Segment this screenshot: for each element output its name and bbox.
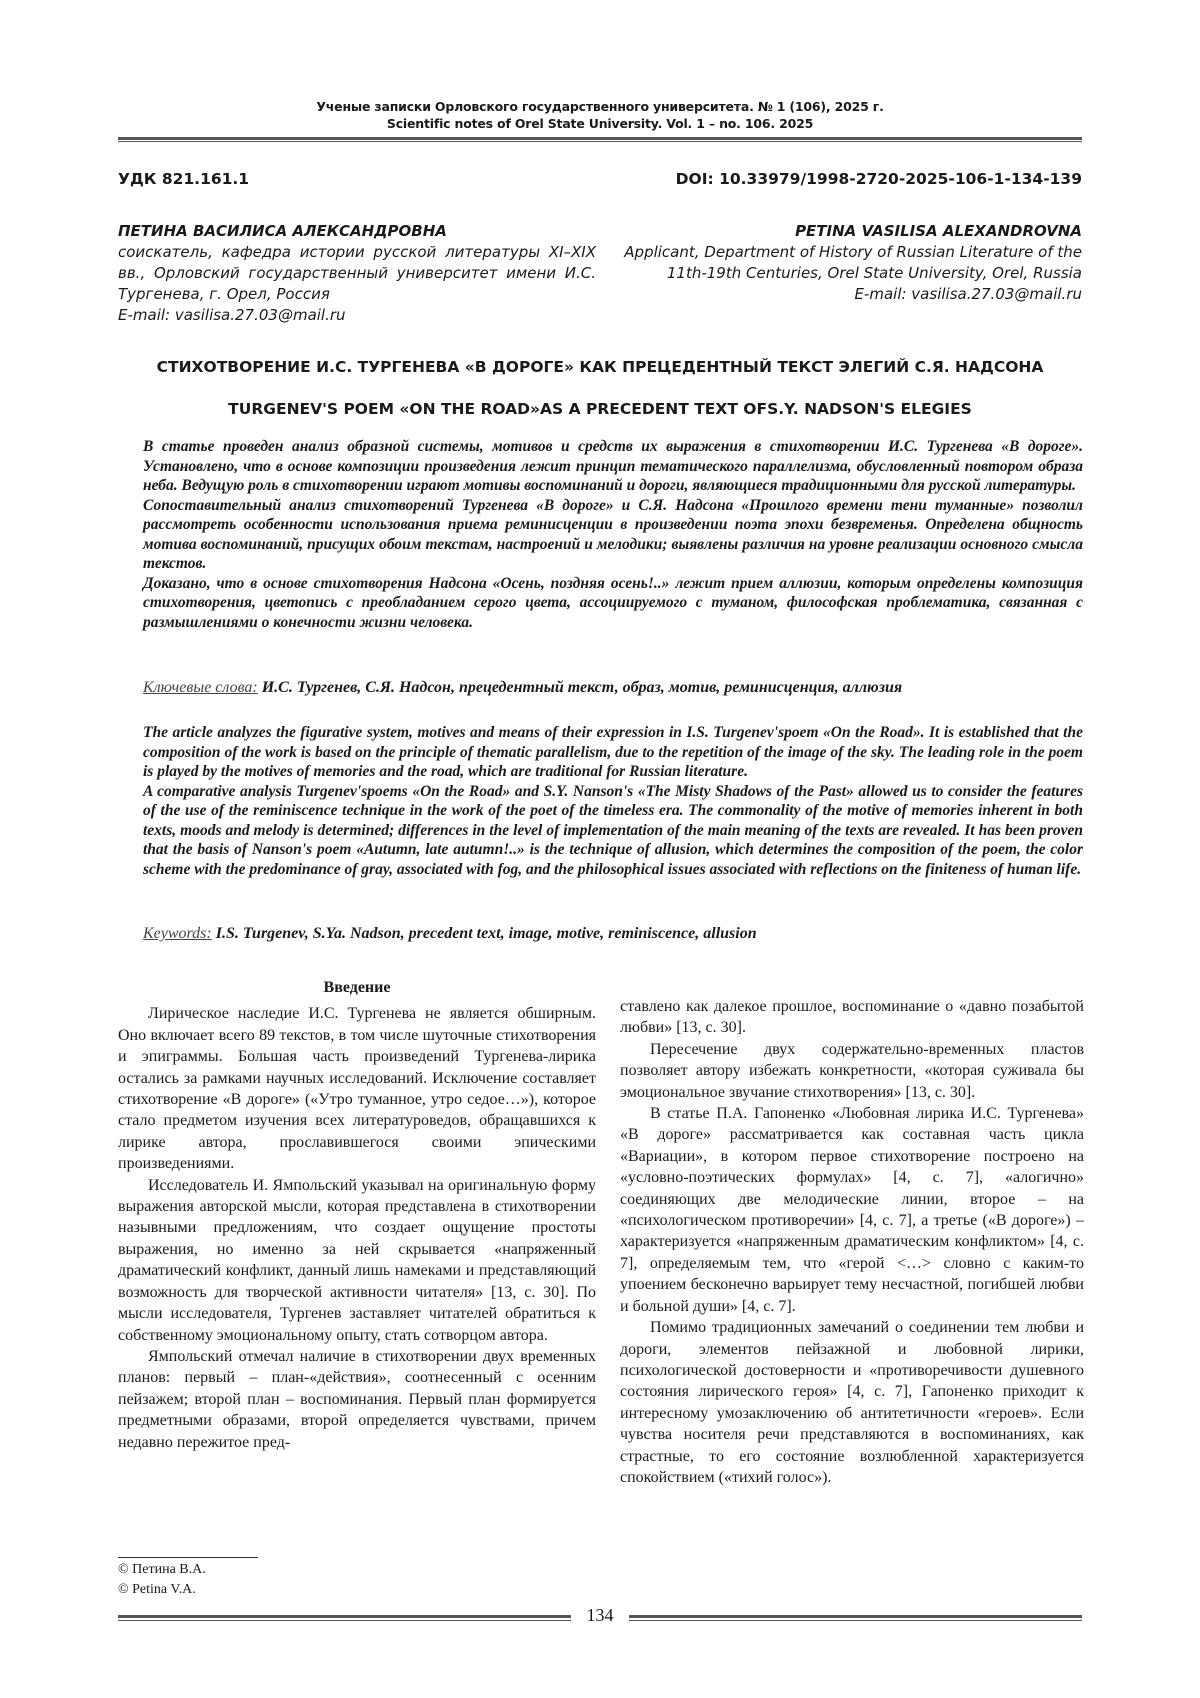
keywords-en [143,925,1083,943]
body-paragraph: Лирическое наследие И.С. Тургенева не является обширным. Оно включает всего 89 текстов, в том числе шуточные стихотворения и эпиграммы. Большая часть произведений Тургенева-лирика остались за рамками научных исследований. Исключение составляет стихотворение «В дороге» («Утро туманное, утро седое…»), которое стало предметом изучения всех литературоведов, обращавшихся к лирике автора, прославившегося своими эпическими произведениями. [118,1005,596,1173]
abstract-ru-paragraph: В статье проведен анализ образной системы, мотивов и средств их выражения в стихотворении И.С. Тургенева «В дороге». Установлено, что в основе композиции произведения лежит принцип тематического параллелизма, обусловленный повтором образа неба. Ведущую роль в стихотворении играют мотивы воспоминаний и дороги, являющиеся традиционными для русской литературы. [143,438,1083,494]
author-affiliation-en-line1: Applicant, Department of History of Russian Literature of the [624,243,1082,261]
abstract-en [143,723,1083,879]
copyright-en: © Petina V.A. [118,1582,196,1597]
body-paragraph: Исследователь И. Ямпольский указывал на оригинальную форму выражения авторской мысли, которая представлена в стихотворении назывными предложениям, что создает ощущение простоты выражения, но именно за ней скрывается «напряженный драматический конфликт, данный лишь намеками и представляющий возможность для творческой активности читателя» [13, с. 30]. По мысли исследователя, Тургенев заставляет читателей обратиться к собственному эмоциональному опыту, стать сотворцом автора. [118,1176,596,1344]
body-paragraph: ставлено как далекое прошлое, воспоминание о «давно позабытой любви» [13, с. 30]. [620,998,1084,1037]
body-paragraph: Ямпольский отмечал наличие в стихотворении двух временных планов: первый – план-«действия», соотнесенный с осенним пейзажем; второй план – воспоминания. Первый план формируется предметными образами, второй определяется чувствами, причем недавно пережитое пред- [118,1347,596,1451]
journal-header-en: Scientific notes of Orel State University. Vol. 1 – no. 106. 2025 [386,116,814,131]
body-column-left [118,977,596,1453]
footnote-rule [118,1557,258,1558]
author-affiliation-ru: соискатель, кафедра истории русской литературы XI–XIX вв., Орловский государственный университет имени И.С. Тургенева, г. Орел, Россия [118,243,596,303]
body-paragraph: Пересечение двух содержательно-временных пластов позволяет автору избежать конкретности, «которая суживала бы эмоциональное звучание стихотворения» [13, с. 30]. [620,1040,1084,1101]
author-affiliation-en-line2: 11th-19th Centuries, Orel State University, Orel, Russia [666,264,1082,282]
keywords-ru-text: И.С. Тургенев, С.Я. Надсон, прецедентный текст, образ, мотив, реминисценция, аллюзия [261,679,903,696]
article-title-ru: СТИХОТВОРЕНИЕ И.С. ТУРГЕНЕВА «В ДОРОГЕ» КАК ПРЕЦЕДЕНТНЫЙ ТЕКСТ ЭЛЕГИЙ С.Я. НАДСОНА [156,358,1044,376]
journal-header-ru: Ученые записки Орловского государственного университета. № 1 (106), 2025 г. [316,99,884,114]
footer-rule-right-thick [629,1615,1082,1618]
author-email-en[interactable]: E-mail: vasilisa.27.03@mail.ru [854,285,1082,303]
keywords-en-label: Keywords: [143,925,212,942]
abstract-ru [143,437,1083,632]
author-name-en: PETINA VASILISA ALEXANDROVNA [795,222,1082,240]
header-rule-thick [118,137,1082,140]
section-title: Введение [323,979,391,996]
copyright-ru: © Петина В.А. [118,1562,206,1577]
keywords-ru-label: Ключевые слова: [143,679,258,696]
doi: DOI: 10.33979/1998-2720-2025-106-1-134-139 [675,170,1082,188]
body-paragraph: Помимо традиционных замечаний о соединении тем любви и дороги, элементов пейзажной и любовной лирики, психологической достоверности и «противоречивости душевного состояния лирического героя» [4, с. 7], Гапоненко приходит к интересному умозаключению об антитетичности «героев». Если чувства носителя речи представляются в воспоминаниях, как страстные, то его состояние возлюбленной характеризуется спокойствием («тихий голос»). [620,1319,1084,1486]
article-title-en: TURGENEV'S POEM «ON THE ROAD»AS A PRECEDENT TEXT OFS.Y. NADSON'S ELEGIES [228,400,972,418]
body-paragraph: В статье П.А. Гапоненко «Любовная лирика И.С. Тургенева» «В дороге» рассматривается как составная часть цикла «Вариации», в котором первое стихотворение построено на «условно-поэтических формулах» [4, с. 7], «алогично» соединяющих две мелодические линии, второе – на «психологическом противоречии» [4, с. 7], а третье («В дороге») – характеризуется «напряженным драматическим конфликтом» [4, с. 7], определяемым тем, что «герой <…> словно с каким-то упоением бесконечно варьирует тему несчастной, погибшей любви и больной души» [4, с. 7]. [620,1105,1084,1315]
header-rule-thin [118,141,1082,142]
abstract-ru-paragraph: Сопоставительный анализ стихотворений Тургенева «В дороге» и С.Я. Надсона «Прошлого времени тени туманные» позволил рассмотреть особенности использования приема реминисценции в произведении поэта эпохи безвременья. Определена общность мотива воспоминаний, присущих обоим текстам, настроений и мелодики; выявлены различия на уровне реализации основного смысла текстов. [143,496,1083,572]
keywords-en-text: I.S. Turgenev, S.Ya. Nadson, precedent text, image, motive, reminiscence, allusion [215,925,757,942]
udk-code: УДК 821.161.1 [118,170,250,188]
abstract-en-paragraph: The article analyzes the figurative system, motives and means of their expression in I.S. Turgenev'spoem «On the Road». It is established that the composition of the work is based on the principle of thematic parallelism, due to the repetition of the image of the sky. The leading role in the poem is played by the motives of memories and the road, which are traditional for Russian literature. [143,724,1083,780]
footer-rule-right-thin [629,1620,1082,1621]
author-block-en [592,221,1082,305]
keywords-ru [143,679,1083,697]
journal-header [0,98,1200,132]
abstract-en-paragraph: A comparative analysis Turgenev'spoems «On the Road» and S.Y. Nanson's «The Misty Shadows of the Past» allowed us to consider the features of the use of the reminiscence technique in the work of the poet of the timeless era. The commonality of the motive of memories inherent in both texts, moods and melody is determined; differences in the level of implementation of the main meaning of the texts are revealed. It has been proven that the basis of Nanson's poem «Autumn, late autumn!..» is the technique of allusion, which determines the composition of the poem, the color scheme with the predominance of gray, associated with fog, and the philosophical issues associated with reflections on the finiteness of human life. [143,782,1083,878]
abstract-ru-paragraph: Доказано, что в основе стихотворения Надсона «Осень, поздняя осень!..» лежит прием аллюзии, которым определены композиция стихотворения, цветопись с преобладанием серого цвета, ассоциируемого с туманом, философская проблематика, связанная с размышлениями о конечности жизни человека. [143,574,1083,631]
footnotes [118,1560,206,1600]
author-block-ru [118,221,596,326]
author-name-ru: ПЕТИНА ВАСИЛИСА АЛЕКСАНДРОВНА [118,222,447,240]
author-email-ru[interactable]: E-mail: vasilisa.27.03@mail.ru [118,306,346,324]
body-column-right [620,996,1084,1488]
page-number: 134 [586,1605,614,1625]
